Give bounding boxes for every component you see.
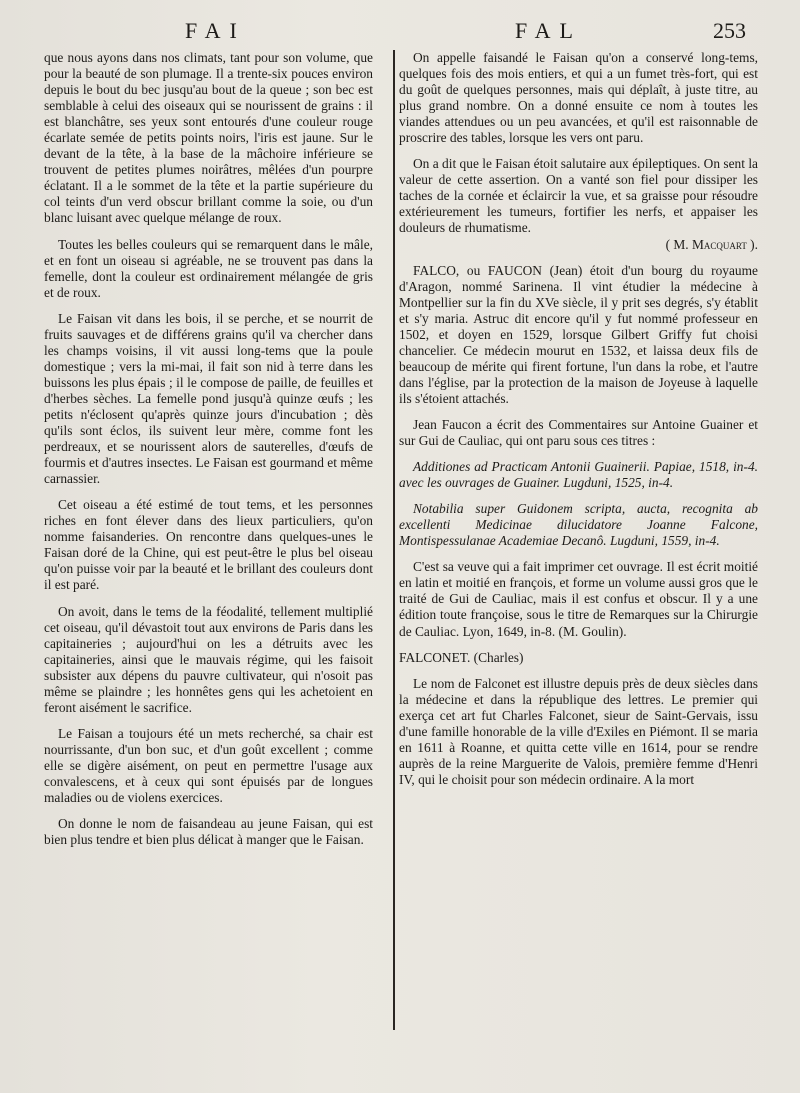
paragraph: Cet oiseau a été estimé de tout tems, et les personnes riches en font élever dans des lieux particuliers, qu'on nomme faisanderies. On rencontre dans quelques-unes le Faisan doré de la Chine, qui est peut-être le plus bel oiseau qu'on puisse voir par la beauté et le brillant des couleurs dont il est paré.: [44, 497, 373, 593]
running-head: [0, 18, 800, 48]
page-number: 253: [713, 18, 746, 43]
paragraph: C'est sa veuve qui a fait imprimer cet ouvrage. Il est écrit moitié en latin et moitié en françois, et forme un volume aussi gros que le traité de Gui de Cauliac, mais il est confus et obscur. Il y a une édition toute françoise, sous le titre de Remarques sur la Chirurgie de Cauliac. Lyon, 1649, in-8. (M. Goulin).: [399, 559, 758, 639]
entry-heading-falconet: FALCONET. (Charles): [399, 649, 524, 665]
author-signature: ( M. Macquart ).: [665, 236, 758, 252]
entry-falco: FALCO, ou FAUCON (Jean) étoit d'un bourg du royaume d'Aragon, nommé Sarinena. Il vint étudier la médecine à Montpellier sur la fin du XVe siècle, il y prit ses degrés, s'y établit et s'y maria. Astruc dit encore qu'il y fut nommé professeur en 1502, et doyen en 1529, lorsque Gilbert Griffy fut choisi chancelier. Ce médecin mourut en 1532, et laissa deux fils de beaucoup de mérite qui firent fortune, l'un dans la robe, et l'autre dans l'église, par la protection de la maison de Joyeuse à laquelle ils s'étoient attachés.: [399, 262, 758, 406]
column-divider: [393, 50, 395, 1030]
paragraph: On appelle faisandé le Faisan qu'on a conservé long-tems, quelques fois des mois entiers, et qui a un fumet très-fort, qui est du goût de quelques personnes, mais qui déplaît, à juste titre, au plus grand nombre. On a donné ensuite ce nom à toutes les viandes attendues ou un peu avancées, et qu'il est raisonnable de proscrire des tables, lorsque les vers ont paru.: [399, 50, 758, 146]
paragraph: Jean Faucon a écrit des Commentaires sur Antoine Guainer et sur Gui de Cauliac, qui ont paru sous ces titres :: [399, 416, 758, 449]
paragraph: Le Faisan a toujours été un mets recherché, sa chair est nourrissante, d'un bon suc, et d'un goût excellent ; comme elle se digère aisément, on peut en permettre l'usage aux convalescens, et à ceux qui sont épuisés par de longues maladies ou de violens exercices.: [44, 725, 373, 806]
paragraph: On donne le nom de faisandeau au jeune Faisan, qui est bien plus tendre et bien plus délicat à manger que le Faisan.: [44, 816, 373, 848]
paragraph: que nous ayons dans nos climats, tant pour son volume, que pour la beauté de son plumage. Il a trente-six pouces environ depuis le bout du bec jusqu'au bout de la queue ; son bec est semblable à celui des oiseaux qui se nourissent de grains : il est blanchâtre, ses yeux sont entourés d'une couleur rouge écarlate semée de petits points noirs, l'iris est jaune. Sur le devant de la tête, à la base de la mâchoire inférieure se trouvent de petites plumes noirâtres, mêlées d'un pourpre éclatant. Il a le sommet de la tête et la partie supérieure du col teints d'un verd obscur brillant comme la soie, ou d'un blanc luisant avec quelque mélange de roux.: [44, 50, 373, 226]
bibliography-entry: Additiones ad Practicam Antonii Guainerii. Papiae, 1518, in-4. avec les ouvrages de Guainer. Lugduni, 1525, in-4.: [399, 459, 758, 491]
paragraph: Le nom de Falconet est illustre depuis près de deux siècles dans la médecine et dans la république des lettres. Le premier qui exerça cet art fut Charles Falconet, sieur de Saint-Gervais, issu d'une famille honorable de la ville d'Exiles en Piémont. Il se maria en 1611 à Roanne, et quitta cette ville en 1614, pour se rendre auprès de la reine Marguerite de Valois, première femme d'Henri IV, qui le choisit pour son médecin ordinaire. A la mort: [399, 675, 758, 787]
right-column: [399, 50, 758, 798]
paragraph: Toutes les belles couleurs qui se remarquent dans le mâle, et en font un oiseau si agréable, ne se trouvent pas dans la femelle, dont la couleur est ordinairement mélangée de gris et de roux.: [44, 236, 373, 300]
signature-line: [399, 237, 758, 253]
paragraph: Le Faisan vit dans les bois, il se perche, et se nourrit de fruits sauvages et de différens grains qu'il va chercher dans les champs voisins, il vit aussi long-tems que la poule domestique ; vers la mi-mai, il fait son nid à terre dans les buissons les plus épais ; il le compose de paille, de feuilles et d'herbes sèches. La femelle pond jusqu'à quinze œufs ; les petits n'éclosent qu'après quinze jours d'incubation ; dès qu'ils sont éclos, ils suivent leur mère, comme font les perdreaux, et se nourissent alors de sauterelles, d'œufs de fourmis et d'autres insectes. Le Faisan est gourmand et même carnassier.: [44, 310, 373, 487]
bibliography-entry: Notabilia super Guidonem scripta, aucta, recognita ab excellenti Medicinae dilucidatore Joanne Falcone, Montispessulanae Academiae Decanô. Lugduni, 1559, in-4.: [399, 501, 758, 549]
paragraph: On a dit que le Faisan étoit salutaire aux épileptiques. On sent la valeur de cette assertion. On a vanté son fiel pour dissiper les taches de la cornée et éclaircir la vue, et sa graisse pour résoudre extérieurement les tumeurs, fortifier les nerfs, et appaiser les douleurs de rhumatisme.: [399, 156, 758, 236]
paragraph: On avoit, dans le tems de la féodalité, tellement multiplié cet oiseau, qu'il dévastoit tout aux environs de Paris dans les capitaineries ; aujourd'hui on les a détruits avec les capitaineries, ainsi que le mauvais régime, qui les faisoit subsister aux dépens du pauvre cultivateur, qui n'osoit pas même se plaindre ; les honnêtes gens qui les achetoient en feront aisément le sacrifice.: [44, 603, 373, 715]
running-head-left: FAI: [185, 18, 246, 43]
running-head-right: FAL: [515, 18, 582, 43]
left-column: [44, 50, 373, 858]
